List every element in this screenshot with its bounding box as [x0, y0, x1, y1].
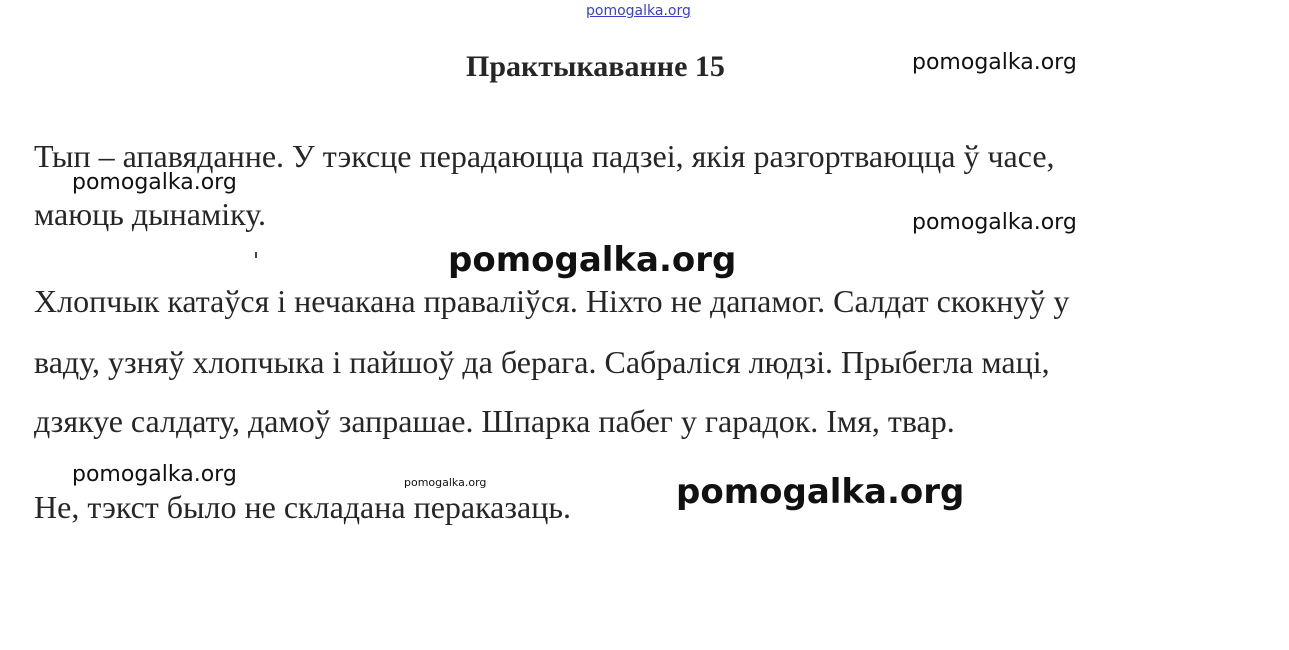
text-line-4: ваду, узняў хлопчыка і пайшоў да берага. Сабраліся людзі. Прыбегла маці, — [34, 344, 1050, 380]
watermark: pomogalka.org — [912, 50, 1077, 75]
scan-speck — [255, 252, 257, 258]
watermark: pomogalka.org — [676, 472, 965, 512]
text-line-2: маюць дынаміку. — [34, 196, 266, 232]
text-line-1: Тып – апавяданне. У тэксце перадаюцца падзеі, якія разгортваюцца ў часе, — [34, 138, 1055, 174]
watermark: pomogalka.org — [912, 210, 1077, 235]
watermark: pomogalka.org — [404, 476, 487, 489]
top-site-link[interactable]: pomogalka.org — [586, 3, 691, 19]
text-line-6: Не, тэкст было не складана пераказаць. — [34, 489, 571, 525]
watermark: pomogalka.org — [448, 240, 737, 280]
page-title: Практыкаванне 15 — [466, 50, 725, 83]
text-line-5: дзякуе салдату, дамоў запрашае. Шпарка пабег у гарадок. Імя, твар. — [34, 403, 955, 439]
watermark: pomogalka.org — [72, 170, 237, 195]
text-line-3: Хлопчык катаўся і нечакана праваліўся. Ніхто не дапамог. Салдат скокнуў у — [34, 283, 1070, 319]
watermark: pomogalka.org — [72, 462, 237, 487]
